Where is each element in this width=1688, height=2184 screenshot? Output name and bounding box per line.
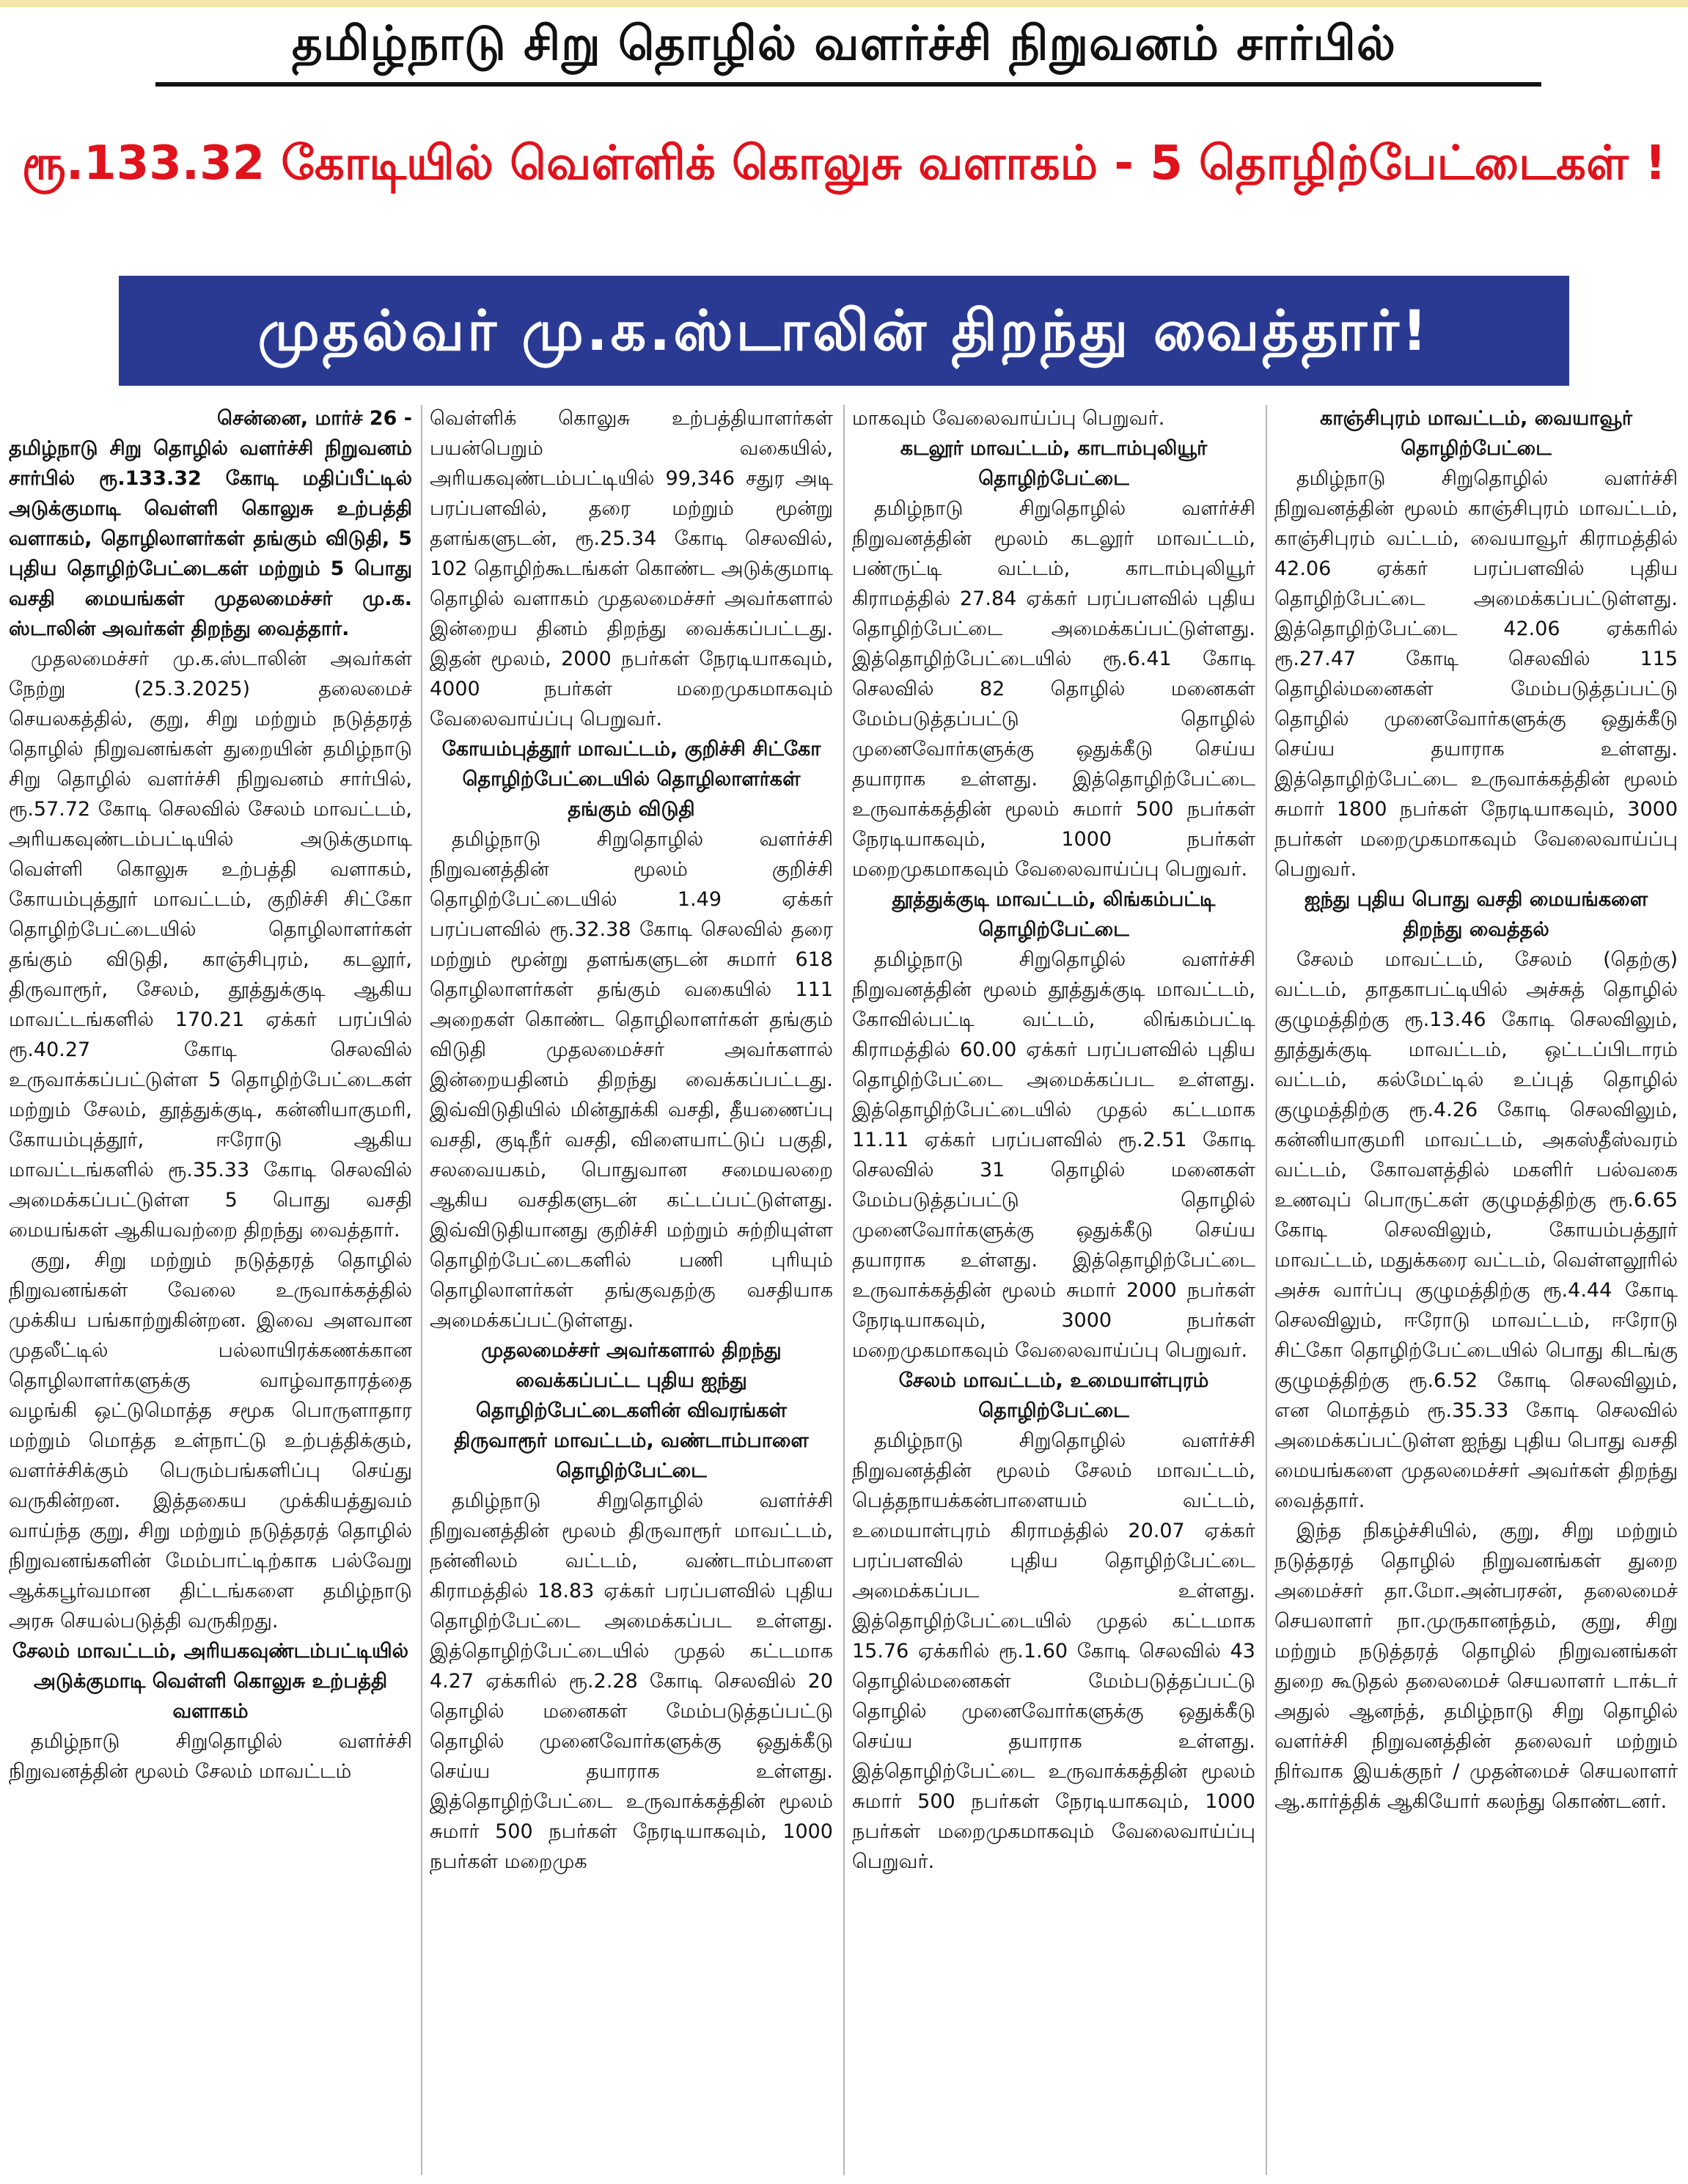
subheadline-banner <box>119 276 1569 386</box>
article-column-1 <box>9 403 412 2178</box>
section-heading: திருவாரூர் மாவட்டம், வண்டாம்பாளை தொழிற்பேட்டை <box>454 1429 809 1482</box>
main-headline: ரூ.133.32 கோடியில் வெள்ளிக் கொலுசு வளாகம் - 5 தொழிற்பேட்டைகள் ! <box>21 136 1667 191</box>
body-paragraph: தமிழ்நாடு சிறுதொழில் வளர்ச்சி நிறுவனத்தின் மூலம் காஞ்சிபுரம் மாவட்டம், காஞ்சிபுரம் வட்டம், வையாவூர் கிராமத்தில் 42.06 ஏக்கர் பரப்பளவில் புதிய தொழிற்பேட்டை அமைக்கப்பட்டுள்ளது. இத்தொழிற்பேட்டை 42.06 ஏக்கரில் ரூ.27.47 கோடி செலவில் 115 தொழில்மனைகள் மேம்படுத்தப்பட்டு தொழில் முனைவோர்களுக்கு ஒதுக்கீடு செய்ய தயாராக உள்ளது. இத்தொழிற்பேட்டை உருவாக்கத்தின் மூலம் சுமார் 1800 நபர்கள் நேரடியாகவும், 3000 நபர்கள் மறைமுகமாகவும் வேலைவாய்ப்பு பெறுவர். <box>1274 467 1678 881</box>
body-paragraph: சேலம் மாவட்டம், சேலம் (தெற்கு) வட்டம், தாதகாபட்டியில் அச்சுத் தொழில் குழுமத்திற்கு ரூ.13.46 கோடி செலவிலும், தூத்துக்குடி மாவட்டம், ஒட்டப்பிடாரம் வட்டம், கல்மேட்டில் உப்புத் தொழில் குழுமத்திற்கு ரூ.4.26 கோடி செலவிலும், கன்னியாகுமரி மாவட்டம், அகஸ்தீஸ்வரம் வட்டம், கோவளத்தில் மகளிர் பல்வகை உணவுப் பொருட்கள் குழுமத்திற்கு ரூ.6.65 கோடி செலவிலும், கோயம்பத்தூர் மாவட்டம், மதுக்கரை வட்டம், வெள்ளலூரில் அச்சு வார்ப்பு குழுமத்திற்கு ரூ.4.44 கோடி செலவிலும், ஈரோடு மாவட்டம், ஈரோடு சிட்கோ தொழிற்பேட்டையில் பொது கிடங்கு குழுமத்திற்கு ரூ.6.52 கோடி செலவிலும், என மொத்தம் ரூ.35.33 கோடி செலவில் அமைக்கப்பட்டுள்ள ஐந்து புதிய பொது வசதி மையங்களை முதலமைச்சர் அவர்கள் திறந்து வைத்தார். <box>1274 948 1678 1512</box>
column-divider <box>421 405 422 2175</box>
section-heading: சேலம் மாவட்டம், உமையாள்புரம் தொழிற்பேட்டை <box>898 1369 1209 1422</box>
body-paragraph: இந்த நிகழ்ச்சியில், குறு, சிறு மற்றும் நடுத்தரத் தொழில் நிறுவனங்கள் துறை அமைச்சர் தா.மோ.அன்பரசன், தலைமைச் செயலாளர் நா.முருகானந்தம், குறு, சிறு மற்றும் நடுத்தரத் தொழில் நிறுவனங்கள் துறை கூடுதல் தலைமைச் செயலாளர் டாக்டர் அதுல் ஆனந்த், தமிழ்நாடு சிறு தொழில் வளர்ச்சி நிறுவனத்தின் தலைவர் மற்றும் நிர்வாக இயக்குநர் / முதன்மைச் செயலாளர் ஆ.கார்த்திக் ஆகியோர் கலந்து கொண்டனர். <box>1274 1520 1678 1813</box>
body-paragraph: தமிழ்நாடு சிறுதொழில் வளர்ச்சி நிறுவனத்தின் மூலம் குறிச்சி தொழிற்பேட்டையில் 1.49 ஏக்கர் பரப்பளவில் ரூ.32.38 கோடி செலவில் தரை மற்றும் மூன்று தளங்களுடன் சுமார் 618 தொழிலாளர்கள் தங்கும் வகையில் 111 அறைகள் கொண்ட தொழிலாளர்கள் தங்கும் விடுதி முதலமைச்சர் அவர்களால் இன்றையதினம் திறந்து வைக்கப்பட்டது. இவ்விடுதியில் மின்தூக்கி வசதி, தீயணைப்பு வசதி, குடிநீர் வசதி, விளையாட்டுப் பகுதி, சலவையகம், பொதுவான சமையலறை ஆகிய வசதிகளுடன் கட்டப்பட்டுள்ளது. இவ்விடுதியானது குறிச்சி மற்றும் சுற்றியுள்ள தொழிற்பேட்டைகளில் பணி புரியும் தொழிலாளர்கள் தங்குவதற்கு வசதியாக அமைக்கப்பட்டுள்ளது. <box>430 828 833 1332</box>
section-heading: சேலம் மாவட்டம், அரியகவுண்டம்பட்டியில் அடுக்குமாடி வெள்ளி கொலுசு உற்பத்தி வளாகம் <box>12 1640 409 1723</box>
section-heading: கோயம்புத்தூர் மாவட்டம், குறிச்சி சிட்கோ தொழிற்பேட்டையில் தொழிலாளர்கள் தங்கும் விடுதி <box>441 738 821 821</box>
section-heading: தூத்துக்குடி மாவட்டம், லிங்கம்பட்டி தொழிற்பேட்டை <box>892 888 1216 941</box>
body-paragraph: மாகவும் வேலைவாய்ப்பு பெறுவர். <box>852 407 1165 430</box>
section-heading: ஐந்து புதிய பொது வசதி மையங்களை திறந்து வைத்தல் <box>1304 888 1648 941</box>
body-paragraph: தமிழ்நாடு சிறுதொழில் வளர்ச்சி நிறுவனத்தின் மூலம் சேலம் மாவட்டம் <box>9 1730 412 1783</box>
top-color-strip <box>0 0 1688 7</box>
column-divider <box>1266 405 1267 2175</box>
body-paragraph: வெள்ளிக் கொலுசு உற்பத்தியாளர்கள் பயன்பெறும் வகையில், அரியகவுண்டம்பட்டியில் 99,346 சதுர அடி பரப்பளவில், தரை மற்றும் மூன்று தளங்களுடன், ரூ.25.34 கோடி செலவில், 102 தொழிற்கூடங்கள் கொண்ட அடுக்குமாடி தொழில் வளாகம் முதலமைச்சர் அவர்களால் இன்றைய தினம் திறந்து வைக்கப்பட்டது. இதன் மூலம், 2000 நபர்கள் நேரடியாகவும், 4000 நபர்கள் மறைமுகமாகவும் வேலைவாய்ப்பு பெறுவர். <box>430 407 833 730</box>
body-paragraph: தமிழ்நாடு சிறுதொழில் வளர்ச்சி நிறுவனத்தின் மூலம் தூத்துக்குடி மாவட்டம், கோவில்பட்டி வட்டம், லிங்கம்பட்டி கிராமத்தில் 60.00 ஏக்கர் பரப்பளவில் புதிய தொழிற்பேட்டை அமைக்கப்பட உள்ளது. இத்தொழிற்பேட்டையில் முதல் கட்டமாக 11.11 ஏக்கர் பரப்பளவில் ரூ.2.51 கோடி செலவில் 31 தொழில் மனைகள் மேம்படுத்தப்பட்டு தொழில் முனைவோர்களுக்கு ஒதுக்கீடு செய்ய தயாராக உள்ளது. இத்தொழிற்பேட்டை உருவாக்கத்தின் மூலம் சுமார் 2000 நபர்கள் நேரடியாகவும், 3000 நபர்கள் மறைமுகமாகவும் வேலைவாய்ப்பு பெறுவர். <box>852 948 1255 1362</box>
body-paragraph: தமிழ்நாடு சிறுதொழில் வளர்ச்சி நிறுவனத்தின் மூலம் திருவாரூர் மாவட்டம், நன்னிலம் வட்டம், வண்டாம்பாளை கிராமத்தில் 18.83 ஏக்கர் பரப்பளவில் புதிய தொழிற்பேட்டை அமைக்கப்பட உள்ளது. இத்தொழிற்பேட்டையில் முதல் கட்டமாக 4.27 ஏக்கரில் ரூ.2.28 கோடி செலவில் 20 தொழில் மனைகள் மேம்படுத்தப்பட்டு தொழில் முனைவோர்களுக்கு ஒதுக்கீடு செய்ய தயாராக உள்ளது. இத்தொழிற்பேட்டை உருவாக்கத்தின் மூலம் சுமார் 500 நபர்கள் நேரடியாகவும், 1000 நபர்கள் மறைமுக <box>430 1489 833 1873</box>
kicker-underline <box>155 82 1541 87</box>
dateline: சென்னை, மார்ச் 26 - <box>216 407 412 430</box>
section-heading: முதலமைச்சர் அவர்களால் திறந்து வைக்கப்பட்ட புதிய ஐந்து தொழிற்பேட்டைகளின் விவரங்கள் <box>476 1339 787 1422</box>
article-column-3 <box>852 403 1255 2178</box>
subheadline-text: முதல்வர் மு.க.ஸ்டாலின் திறந்து வைத்தார்! <box>257 298 1431 363</box>
article-column-2 <box>430 403 833 2178</box>
body-paragraph: தமிழ்நாடு சிறுதொழில் வளர்ச்சி நிறுவனத்தின் மூலம் சேலம் மாவட்டம், பெத்தநாயக்கன்பாளையம் வட்டம், உமையாள்புரம் கிராமத்தில் 20.07 ஏக்கர் பரப்பளவில் புதிய தொழிற்பேட்டை அமைக்கப்பட உள்ளது. இத்தொழிற்பேட்டையில் முதல் கட்டமாக 15.76 ஏக்கரில் ரூ.1.60 கோடி செலவில் 43 தொழில்மனைகள் மேம்படுத்தப்பட்டு தொழில் முனைவோர்களுக்கு ஒதுக்கீடு செய்ய தயாராக உள்ளது. இத்தொழிற்பேட்டை உருவாக்கத்தின் மூலம் சுமார் 500 நபர்கள் நேரடியாகவும், 1000 நபர்கள் மறைமுகமாகவும் வேலைவாய்ப்பு பெறுவர். <box>852 1429 1255 1873</box>
body-paragraph: தமிழ்நாடு சிறுதொழில் வளர்ச்சி நிறுவனத்தின் மூலம் கடலூர் மாவட்டம், பண்ருட்டி வட்டம், காடாம்புலியூர் கிராமத்தில் 27.84 ஏக்கர் பரப்பளவில் புதிய தொழிற்பேட்டை அமைக்கப்பட்டுள்ளது. இத்தொழிற்பேட்டையில் ரூ.6.41 கோடி செலவில் 82 தொழில் மனைகள் மேம்படுத்தப்பட்டு தொழில் முனைவோர்களுக்கு ஒதுக்கீடு செய்ய தயாராக உள்ளது. இத்தொழிற்பேட்டை உருவாக்கத்தின் மூலம் சுமார் 500 நபர்கள் நேரடியாகவும், 1000 நபர்கள் மறைமுகமாகவும் வேலைவாய்ப்பு பெறுவர். <box>852 497 1255 881</box>
kicker-line: தமிழ்நாடு சிறு தொழில் வளர்ச்சி நிறுவனம் சார்பில் <box>291 17 1397 71</box>
body-paragraph: முதலமைச்சர் மு.க.ஸ்டாலின் அவர்கள் நேற்று (25.3.2025) தலைமைச் செயலகத்தில், குறு, சிறு மற்றும் நடுத்தரத் தொழில் நிறுவனங்கள் துறையின் தமிழ்நாடு சிறு தொழில் வளர்ச்சி நிறுவனம் சார்பில், ரூ.57.72 கோடி செலவில் சேலம் மாவட்டம், அரியகவுண்டம்பட்டியில் அடுக்குமாடி வெள்ளி கொலுசு உற்பத்தி வளாகம், கோயம்புத்தூர் மாவட்டம், குறிச்சி சிட்கோ தொழிற்பேட்டையில் தொழிலாளர்கள் தங்கும் விடுதி, காஞ்சிபுரம், கடலூர், திருவாரூர், சேலம், தூத்துக்குடி ஆகிய மாவட்டங்களில் 170.21 ஏக்கர் பரப்பில் ரூ.40.27 கோடி செலவில் உருவாக்கப்பட்டுள்ள 5 தொழிற்பேட்டைகள் மற்றும் சேலம், தூத்துக்குடி, கன்னியாகுமரி, கோயம்புத்தூர், ஈரோடு ஆகிய மாவட்டங்களில் ரூ.35.33 கோடி செலவில் அமைக்கப்பட்டுள்ள 5 பொது வசதி மையங்கள் ஆகியவற்றை திறந்து வைத்தார். <box>9 648 412 1242</box>
body-paragraph: குறு, சிறு மற்றும் நடுத்தரத் தொழில் நிறுவனங்கள் வேலை உருவாக்கத்தில் முக்கிய பங்காற்றுகின்றன. இவை அளவான முதலீட்டில் பல்லாயிரக்கணக்கான தொழிலாளர்களுக்கு வாழ்வாதாரத்தை வழங்கி ஒட்டுமொத்த சமூக பொருளாதார மற்றும் மொத்த உள்நாட்டு உற்பத்திக்கும், வளர்ச்சிக்கும் பெரும்பங்களிப்பு செய்து வருகின்றன. இத்தகைய முக்கியத்துவம் வாய்ந்த குறு, சிறு மற்றும் நடுத்தரத் தொழில் நிறுவனங்களின் மேம்பாட்டிற்காக பல்வேறு ஆக்கபூர்வமான திட்டங்களை தமிழ்நாடு அரசு செயல்படுத்தி வருகிறது. <box>9 1249 412 1632</box>
section-heading: காஞ்சிபுரம் மாவட்டம், வையாவூர் தொழிற்பேட்டை <box>1320 407 1632 460</box>
column-divider <box>843 405 845 2175</box>
lead-paragraph: தமிழ்நாடு சிறு தொழில் வளர்ச்சி நிறுவனம் சார்பில் ரூ.133.32 கோடி மதிப்பீட்டில் அடுக்குமாடி வெள்ளி கொலுசு உற்பத்தி வளாகம், தொழிலாளர்கள் தங்கும் விடுதி, 5 புதிய தொழிற்பேட்டைகள் மற்றும் 5 பொது வசதி மையங்கள் முதலமைச்சர் மு.க. ஸ்டாலின் அவர்கள் திறந்து வைத்தார். <box>9 437 412 640</box>
section-heading: கடலூர் மாவட்டம், காடாம்புலியூர் தொழிற்பேட்டை <box>900 437 1208 490</box>
article-column-4 <box>1274 403 1678 2178</box>
